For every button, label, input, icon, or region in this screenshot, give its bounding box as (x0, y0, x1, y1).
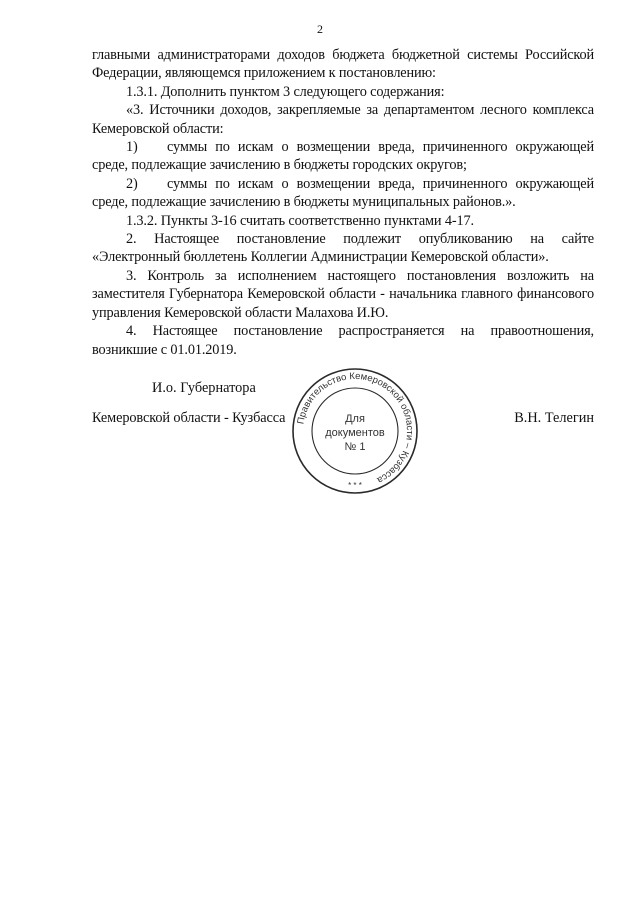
paragraph-4: 4. Настоящее постановление распространяется на правоотношения, возникшие с 01.01.2019. (92, 323, 594, 358)
list-item-text: суммы по искам о возмещении вреда, причиненного окружающей среде, подлежащие зачислению в бюджеты муниципальных районов.». (92, 175, 594, 211)
list-item-2 (92, 175, 594, 212)
document-body (92, 46, 594, 359)
list-item-text: суммы по искам о возмещении вреда, причиненного окружающей среде, подлежащие зачислению в бюджеты городских округов; (92, 139, 594, 174)
paragraph-quote-3: «3. Источники доходов, закрепляемые за департаментом лесного комплекса Кемеровской области: (92, 102, 594, 137)
official-stamp-seal (290, 366, 420, 496)
stamp-stars: * * * (348, 481, 362, 490)
signatory-region: Кемеровской области - Кузбасса (92, 410, 286, 426)
stamp-center-line-1: Для (345, 413, 365, 425)
signatory-title: И.о. Губернатора (152, 380, 256, 396)
stamp-center-line-2: документов (325, 427, 385, 439)
paragraph-2: 2. Настоящее постановление подлежит опубликованию на сайте «Электронный бюллетень Коллегии Администрации Кемеровской области». (92, 231, 594, 266)
list-item-1 (92, 138, 594, 175)
paragraph-1-3-2: 1.3.2. Пункты 3-16 считать соответственно пунктами 4-17. (126, 212, 474, 229)
list-item-number: 2) (126, 175, 138, 192)
paragraph-1-3-1: 1.3.1. Дополнить пунктом 3 следующего содержания: (126, 83, 445, 100)
stamp-center-line-3: № 1 (344, 441, 366, 453)
stamp-ring-text: Правительство Кемеровской области – Кузбасса (295, 370, 416, 486)
signatory-name: В.Н. Телегин (514, 410, 594, 426)
paragraph-3: 3. Контроль за исполнением настоящего постановления возложить на заместителя Губернатора Кемеровской области - начальника главного финансового управления Кемеровской области Малахова И.Ю. (92, 267, 594, 321)
paragraph-continuation: главными администраторами доходов бюджета бюджетной системы Российской Федерации, являющемся приложением к постановлению: (92, 47, 594, 82)
page-number: 2 (317, 22, 323, 36)
list-item-number: 1) (126, 139, 138, 156)
